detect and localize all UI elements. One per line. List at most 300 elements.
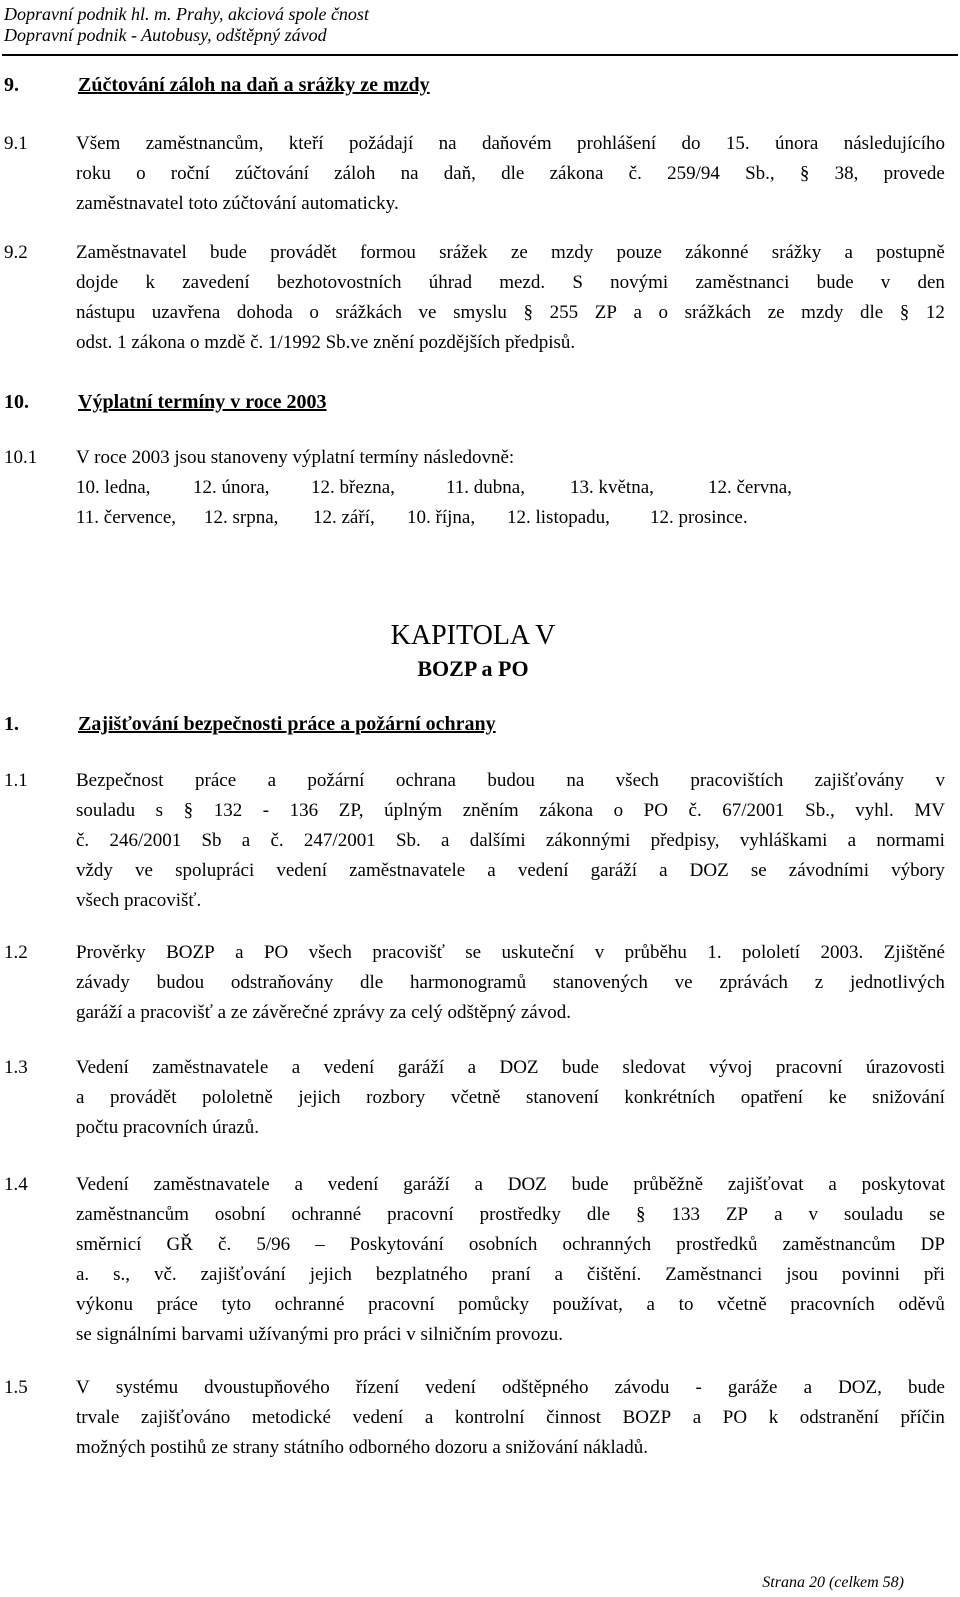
item-1-4-number: 1.4 (4, 1174, 28, 1195)
header-company: Dopravní podnik hl. m. Prahy, akciová spole čnost (4, 4, 369, 24)
text-line (76, 159, 945, 189)
section-9-number: 9. (4, 74, 19, 96)
word: postupně (876, 242, 945, 263)
word: dle (360, 972, 384, 993)
word: zaměstnavatele (153, 1174, 270, 1195)
word: řízení (355, 1377, 400, 1398)
section-1-title: Zajišťování bezpečnosti práce a požární ochrany (78, 713, 496, 735)
word: § (523, 302, 534, 323)
word: a. (76, 1264, 90, 1285)
word: 132 (213, 800, 243, 821)
word: PO (722, 1407, 748, 1428)
word: vyhláškami (739, 830, 828, 851)
item-1-5-text (76, 1373, 945, 1463)
text-line (76, 268, 945, 298)
word: ochranné (291, 1204, 362, 1225)
word: 136 (289, 800, 319, 821)
word: srážky (771, 242, 822, 263)
word: a (424, 1407, 434, 1428)
word: a (76, 1087, 85, 1108)
word: ve (135, 860, 153, 881)
word: vedení (327, 1174, 379, 1195)
text-line: se signálními barvami užívanými pro práci v silničním provozu. (76, 1324, 564, 1345)
word: bude (571, 1174, 609, 1195)
item-9-2-text (76, 238, 945, 358)
word: smyslu (453, 302, 507, 323)
word: bude (210, 242, 247, 263)
payday-list (76, 473, 866, 533)
word: rozbory (366, 1087, 426, 1108)
text-line (76, 1170, 945, 1200)
word: tyto (221, 1294, 252, 1315)
word: pracovních (790, 1294, 875, 1315)
word: pracovní (387, 1204, 454, 1225)
word: opatření (740, 1087, 803, 1108)
text-line (76, 238, 945, 268)
word: a (291, 1057, 301, 1078)
payday-date: 12. února, (193, 477, 270, 498)
word: všech (308, 942, 352, 963)
word: provádět (110, 1087, 177, 1108)
word: průběhu (624, 942, 687, 963)
word: dvoustupňového (204, 1377, 330, 1398)
word: požární (307, 770, 365, 791)
word: bude (561, 1057, 599, 1078)
word: závodními (788, 860, 869, 881)
word: ochranných (562, 1234, 652, 1255)
word: 38, (834, 163, 859, 184)
word: dle (501, 163, 525, 184)
word: DOZ (689, 860, 729, 881)
word: zaměstnancům (782, 1234, 896, 1255)
word: provede (883, 163, 945, 184)
word: 67/2001 (722, 800, 785, 821)
word: a (267, 770, 276, 791)
word: čištění. (586, 1264, 642, 1285)
word: 247/2001 (303, 830, 376, 851)
word: a (803, 1377, 812, 1398)
word: prostředků (676, 1234, 758, 1255)
word: zákona (539, 800, 594, 821)
section-10-number: 10. (4, 391, 29, 413)
payday-date: 12. září, (313, 507, 375, 528)
text-line (76, 766, 945, 796)
text-line: počtu pracovních úrazů. (76, 1117, 260, 1138)
word: jsou (786, 1264, 818, 1285)
word: závady (76, 972, 130, 993)
word: k (768, 1407, 779, 1428)
word: ZP, (338, 800, 364, 821)
word: budou (487, 770, 535, 791)
word: následujícího (843, 133, 945, 154)
word: MV (914, 800, 945, 821)
word: vedení (425, 1377, 476, 1398)
text-line (76, 1200, 945, 1230)
word: na (566, 770, 585, 791)
word: provádět (270, 242, 337, 263)
word: dalšími (469, 830, 526, 851)
word: osobních (468, 1234, 538, 1255)
word: ke (828, 1087, 847, 1108)
word: praní (491, 1264, 531, 1285)
header-division: Dopravní podnik - Autobusy, odštěpný závod (4, 25, 327, 45)
word: práce (156, 1294, 198, 1315)
word: dohoda (236, 302, 293, 323)
item-1-3-text (76, 1053, 945, 1143)
word: o (658, 302, 669, 323)
word: o (613, 800, 624, 821)
word: sledovat (622, 1057, 686, 1078)
word: bezhotovostních (276, 272, 402, 293)
word: ze (510, 242, 528, 263)
word: a (844, 242, 853, 263)
word: a (774, 1204, 783, 1225)
word: vedení (323, 1057, 375, 1078)
word: V (76, 1377, 90, 1398)
word: srážkách (335, 302, 402, 323)
word: pololetně (202, 1087, 273, 1108)
word: o (136, 163, 146, 184)
word: 2003. (820, 942, 864, 963)
payday-date: 12. prosince. (650, 507, 748, 528)
word: § (799, 163, 810, 184)
word: spolupráci (175, 860, 255, 881)
word: na (438, 133, 457, 154)
word: Poskytování (349, 1234, 444, 1255)
word: č. (76, 830, 90, 851)
word: úplným (384, 800, 443, 821)
word: prohlášení (577, 133, 657, 154)
word: zaměstnancům (76, 1204, 189, 1225)
word: a (646, 1294, 655, 1315)
word: zaměstnavatele (152, 1057, 269, 1078)
word: vedení (352, 1407, 404, 1428)
item-1-1-number: 1.1 (4, 770, 28, 791)
word: kteří (288, 133, 324, 154)
word: zákonné (685, 242, 749, 263)
text-line (76, 1373, 945, 1403)
item-9-2-number: 9.2 (4, 242, 28, 263)
word: ve (674, 972, 693, 993)
text-line (76, 856, 945, 886)
word: pracovní (775, 1057, 843, 1078)
word: jejich (298, 1087, 341, 1108)
word: povinni (841, 1264, 900, 1285)
text-line (76, 1053, 945, 1083)
item-1-1-text (76, 766, 945, 916)
word: při (923, 1264, 945, 1285)
word: odstranění (799, 1407, 879, 1428)
word: Zaměstnavatel (76, 242, 187, 263)
word: zákonnými (545, 830, 631, 851)
payday-row-2 (76, 503, 866, 533)
word: 12 (925, 302, 945, 323)
section-10-title: Výplatní termíny v roce 2003 (78, 391, 327, 413)
word: zajišťováno (140, 1407, 231, 1428)
word: srážek (439, 242, 488, 263)
word: zaměstnavatele (349, 860, 466, 881)
word: Sb., (745, 163, 775, 184)
word: dle (859, 302, 884, 323)
word: činnost (546, 1407, 601, 1428)
word: ve (418, 302, 437, 323)
word: - (262, 800, 270, 821)
text-line (76, 1083, 945, 1113)
word: Bezpečnost (76, 770, 164, 791)
word: ochranné (274, 1294, 345, 1315)
word: 133 (671, 1204, 700, 1225)
word: DP (920, 1234, 945, 1255)
word: Zaměstnanci (665, 1264, 763, 1285)
word: pomůcky (458, 1294, 529, 1315)
word: daň, (443, 163, 476, 184)
word: Sb., (805, 800, 835, 821)
word: a (441, 830, 450, 851)
word: pouze (616, 242, 662, 263)
word: ZP (725, 1204, 749, 1225)
word: § (636, 1204, 646, 1225)
text-line (76, 938, 945, 968)
word: v (808, 1204, 819, 1225)
text-line (76, 1290, 945, 1320)
word: harmonogramů (410, 972, 527, 993)
word: vyhl. (855, 800, 894, 821)
word: včetně (450, 1087, 501, 1108)
word: v (935, 770, 945, 791)
word: trvale (76, 1407, 120, 1428)
item-10-1-intro (76, 443, 945, 473)
word: zprávách (719, 972, 788, 993)
word: z (814, 972, 824, 993)
item-1-3-number: 1.3 (4, 1057, 28, 1078)
word: a (241, 830, 251, 851)
word: a (692, 1407, 702, 1428)
word: a (633, 302, 642, 323)
word: stanovení (525, 1087, 599, 1108)
word: mezd. (499, 272, 546, 293)
word: GŘ (166, 1234, 193, 1255)
payday-date: 10. října, (407, 507, 476, 528)
word: metodické (251, 1407, 331, 1428)
word: zavedení (182, 272, 250, 293)
word: srážkách (684, 302, 752, 323)
word: vývoj (709, 1057, 753, 1078)
header-divider (2, 54, 958, 56)
word: souladu (843, 1204, 904, 1225)
section-1-number: 1. (4, 713, 19, 735)
word: oděvů (898, 1294, 945, 1315)
payday-date: 11. července, (76, 507, 177, 528)
word: bude (816, 272, 854, 293)
word: 1. (707, 942, 722, 963)
word: DOZ, (838, 1377, 882, 1398)
word: zajišťování (200, 1264, 286, 1285)
word: Vedení (76, 1174, 129, 1195)
text-line (76, 298, 945, 328)
word: 5/96 (256, 1234, 291, 1255)
word: zaměstnanci (695, 272, 790, 293)
word: závodu (614, 1377, 670, 1398)
word: ochrana (395, 770, 456, 791)
payday-row-1 (76, 473, 866, 503)
word: Sb. (395, 830, 421, 851)
word: č. (688, 800, 702, 821)
word: směrnicí (76, 1234, 142, 1255)
text-line: V roce 2003 jsou stanoveny výplatní termíny následovně: (76, 447, 515, 468)
payday-date: 13. května, (570, 477, 654, 498)
word: Zjištěné (883, 942, 945, 963)
chapter-subtitle: BOZP a PO (417, 656, 529, 681)
word: č. (218, 1234, 232, 1255)
word: Sb (201, 830, 222, 851)
payday-date: 12. března, (311, 477, 395, 498)
payday-date: 10. ledna, (76, 477, 151, 498)
word: pracovištích (690, 770, 784, 791)
word: – (315, 1234, 325, 1255)
chapter-title: KAPITOLA V (390, 620, 556, 651)
word: osobní (214, 1204, 266, 1225)
word: nástupu (76, 302, 136, 323)
word: ze (767, 302, 785, 323)
word: zněním (462, 800, 519, 821)
word: zúčtování (235, 163, 309, 184)
word: se (929, 1204, 945, 1225)
text-line (76, 1403, 945, 1433)
word: v (594, 942, 605, 963)
word: a (847, 830, 857, 851)
word: s., (113, 1264, 131, 1285)
word: 259/94 (667, 163, 720, 184)
word: Vedení (76, 1057, 129, 1078)
word: 15. (725, 133, 750, 154)
word: Prověrky (76, 942, 146, 963)
word: zaměstnancům, (145, 133, 264, 154)
word: výkonu (76, 1294, 133, 1315)
text-line (76, 796, 945, 826)
word: formou (359, 242, 416, 263)
text-line (76, 826, 945, 856)
item-9-1-text (76, 129, 945, 219)
item-1-5-number: 1.5 (4, 1377, 28, 1398)
page-number: Strana 20 (celkem 58) (762, 1574, 904, 1591)
word: a (474, 1174, 483, 1195)
item-10-1-number: 10.1 (4, 447, 38, 468)
item-1-4-text (76, 1170, 945, 1350)
word: pracovišť (372, 942, 445, 963)
word: č. (270, 830, 284, 851)
word: pracovní (368, 1294, 435, 1315)
word: zajišťovat (727, 1174, 804, 1195)
word: na (400, 163, 419, 184)
word: a (828, 1174, 837, 1195)
text-line: všech pracovišť. (76, 890, 202, 911)
word: bezplatného (375, 1264, 468, 1285)
word: pololetí (742, 942, 801, 963)
payday-date: 12. listopadu, (507, 507, 610, 528)
word: kontrolní (454, 1407, 525, 1428)
word: s (155, 800, 164, 821)
item-1-2-number: 1.2 (4, 942, 28, 963)
word: a (467, 1057, 477, 1078)
word: PO (263, 942, 289, 963)
word: a (554, 1264, 563, 1285)
word: vedení (517, 860, 569, 881)
word: normami (876, 830, 945, 851)
word: ZP (594, 302, 617, 323)
item-1-2-text (76, 938, 945, 1028)
word: všech (615, 770, 659, 791)
word: daňovém (481, 133, 552, 154)
word: jejich (309, 1264, 352, 1285)
word: se (750, 860, 767, 881)
word: vedení (276, 860, 328, 881)
text-line (76, 968, 945, 998)
word: den (917, 272, 945, 293)
word: úrazovosti (865, 1057, 945, 1078)
item-9-1-number: 9.1 (4, 133, 28, 154)
word: č. (628, 163, 642, 184)
word: jednotlivých (849, 972, 945, 993)
word: garáží (590, 860, 637, 881)
word: uskuteční (501, 942, 575, 963)
word: vždy (76, 860, 113, 881)
word: 255 (549, 302, 579, 323)
word: dojde (76, 272, 119, 293)
word: v (880, 272, 891, 293)
word: konkrétních (624, 1087, 716, 1108)
word: zákona (549, 163, 604, 184)
text-line: zaměstnavatel toto zúčtování automaticky. (76, 193, 399, 214)
word: prostředky (479, 1204, 561, 1225)
word: snižování (872, 1087, 945, 1108)
word: stanovených (552, 972, 648, 993)
word: S (572, 272, 583, 293)
word: to (678, 1294, 694, 1315)
word: garáží (397, 1057, 445, 1078)
word: BOZP (166, 942, 215, 963)
word: mzdy (551, 242, 594, 263)
word: budou (156, 972, 205, 993)
text-line (76, 1230, 945, 1260)
word: odstraňovány (230, 972, 334, 993)
word: roční (170, 163, 210, 184)
word: - (695, 1377, 702, 1398)
payday-date: 12. června, (708, 477, 792, 498)
word: Všem (76, 133, 121, 154)
word: průběžně (633, 1174, 704, 1195)
word: k (145, 272, 155, 293)
text-line: odst. 1 zákona o mzdě č. 1/1992 Sb.ve znění pozdějších předpisů. (76, 332, 576, 353)
word: o (309, 302, 319, 323)
word: a (294, 1174, 303, 1195)
word: a (235, 942, 244, 963)
word: § (183, 800, 194, 821)
word: souladu (76, 800, 136, 821)
word: mzdy (801, 302, 844, 323)
word: novými (610, 272, 669, 293)
word: DOZ (507, 1174, 547, 1195)
text-line (76, 129, 945, 159)
word: systému (115, 1377, 179, 1398)
word: se (465, 942, 482, 963)
text-line: možných postihů ze strany státního odborného dozoru a snižování nákladů. (76, 1437, 648, 1458)
word: záloh (334, 163, 376, 184)
word: odštěpného (501, 1377, 589, 1398)
word: garáže (727, 1377, 778, 1398)
payday-date: 12. srpna, (204, 507, 279, 528)
word: dle (586, 1204, 611, 1225)
word: požádají (348, 133, 414, 154)
